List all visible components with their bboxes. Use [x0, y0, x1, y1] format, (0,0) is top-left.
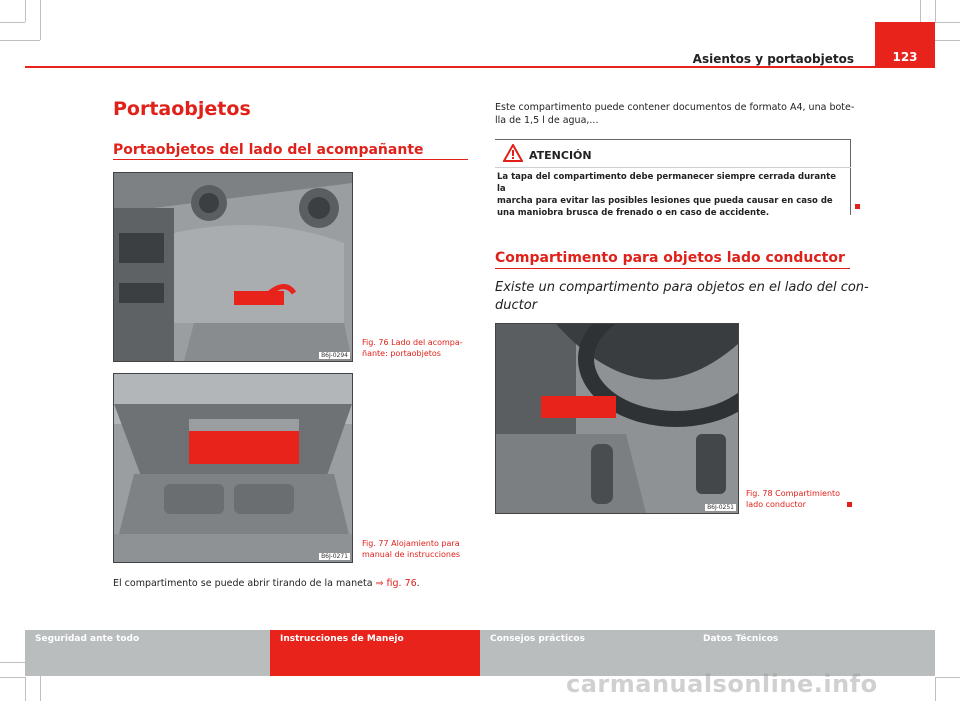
- figure-77-image: [113, 373, 353, 563]
- subtitle-line: ductor: [495, 298, 538, 313]
- glovebox-illustration: [114, 374, 352, 562]
- warning-triangle-icon: [503, 144, 523, 162]
- caption-line: Fig. 76 Lado del acompa-: [362, 338, 463, 347]
- dashboard-illustration: [114, 173, 352, 361]
- warning-line: marcha para evitar las posibles lesiones que pueda causar en caso de: [497, 196, 833, 206]
- warning-line: La tapa del compartimento debe permanecer siempre cerrada durante la: [497, 172, 836, 194]
- crop-mark: [40, 0, 41, 40]
- crop-mark: [25, 677, 26, 701]
- figure-76-id: B6J-0294: [321, 352, 348, 359]
- section-rule: [113, 159, 468, 160]
- fig-76-link[interactable]: ⇒ fig. 76: [375, 578, 417, 589]
- tab-consejos[interactable]: Consejos prácticos: [480, 630, 693, 676]
- tab-seguridad[interactable]: Seguridad ante todo: [25, 630, 270, 676]
- figure-78-caption: [746, 488, 840, 510]
- caption-line: Fig. 78 Compartimiento: [746, 489, 841, 498]
- figure-78-image: [495, 323, 739, 514]
- warning-line: una maniobra brusca de frenado o en caso de accidente.: [497, 208, 770, 218]
- section-rule: [495, 268, 850, 269]
- crop-mark: [935, 677, 936, 701]
- intro-line: Este compartimento puede contener documentos de formato A4, una bote-: [495, 102, 855, 113]
- page-number-box: [875, 22, 935, 67]
- end-marker: [847, 502, 852, 507]
- figure-76-image: [113, 172, 353, 362]
- figure-76-caption: [362, 337, 463, 359]
- crop-mark: [935, 0, 936, 22]
- watermark: carmanualsonline.info: [566, 670, 878, 698]
- page-title: Portaobjetos: [113, 98, 251, 120]
- tab-datos-tecnicos[interactable]: Datos Técnicos: [693, 630, 935, 676]
- driver-compartment-illustration: [496, 324, 738, 513]
- section-title-driver: Compartimento para objetos lado conductor: [495, 250, 845, 266]
- figure-77-caption: [362, 538, 460, 560]
- crop-mark: [935, 22, 960, 23]
- figure-78-id: B6J-0251: [707, 504, 734, 511]
- warning-title: ATENCIÓN: [529, 149, 592, 162]
- passenger-body-text: [113, 577, 420, 590]
- end-marker: [855, 204, 860, 209]
- driver-subtitle: [495, 279, 869, 315]
- crop-mark: [0, 40, 40, 41]
- tab-instrucciones[interactable]: Instrucciones de Manejo: [270, 630, 480, 676]
- crop-mark: [935, 677, 960, 678]
- intro-text: [495, 101, 854, 127]
- caption-line: Fig. 77 Alojamiento para: [362, 539, 460, 548]
- warning-separator: [495, 167, 851, 168]
- crop-mark: [25, 0, 26, 22]
- caption-line: manual de instrucciones: [362, 550, 461, 559]
- crop-mark: [0, 677, 25, 678]
- subtitle-line: Existe un compartimento para objetos en el lado del con-: [495, 280, 869, 295]
- crop-mark: [0, 22, 25, 23]
- section-title-passenger: Portaobjetos del lado del acompañante: [113, 142, 424, 158]
- body-text-part: .: [416, 578, 420, 589]
- figure-77-id: B6J-0271: [321, 553, 348, 560]
- intro-line: lla de 1,5 l de agua,...: [495, 115, 599, 126]
- page-number: 123: [892, 50, 918, 64]
- warning-text: [497, 171, 842, 219]
- body-text-part: El compartimento se puede abrir tirando de la maneta: [113, 578, 376, 589]
- caption-line: lado conductor: [746, 500, 806, 509]
- header-rule: [25, 66, 935, 68]
- caption-line: ñante: portaobjetos: [362, 349, 441, 358]
- running-header-title: Asientos y portaobjetos: [692, 52, 854, 66]
